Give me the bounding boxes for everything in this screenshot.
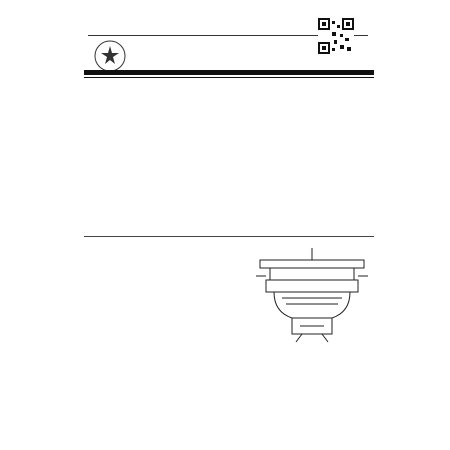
qr-code-icon xyxy=(318,18,354,54)
title-bar xyxy=(84,70,374,75)
abstract-drawing xyxy=(252,246,372,346)
title-rule xyxy=(84,77,374,78)
abstract-rule xyxy=(84,236,374,237)
national-emblem-icon xyxy=(94,40,126,72)
